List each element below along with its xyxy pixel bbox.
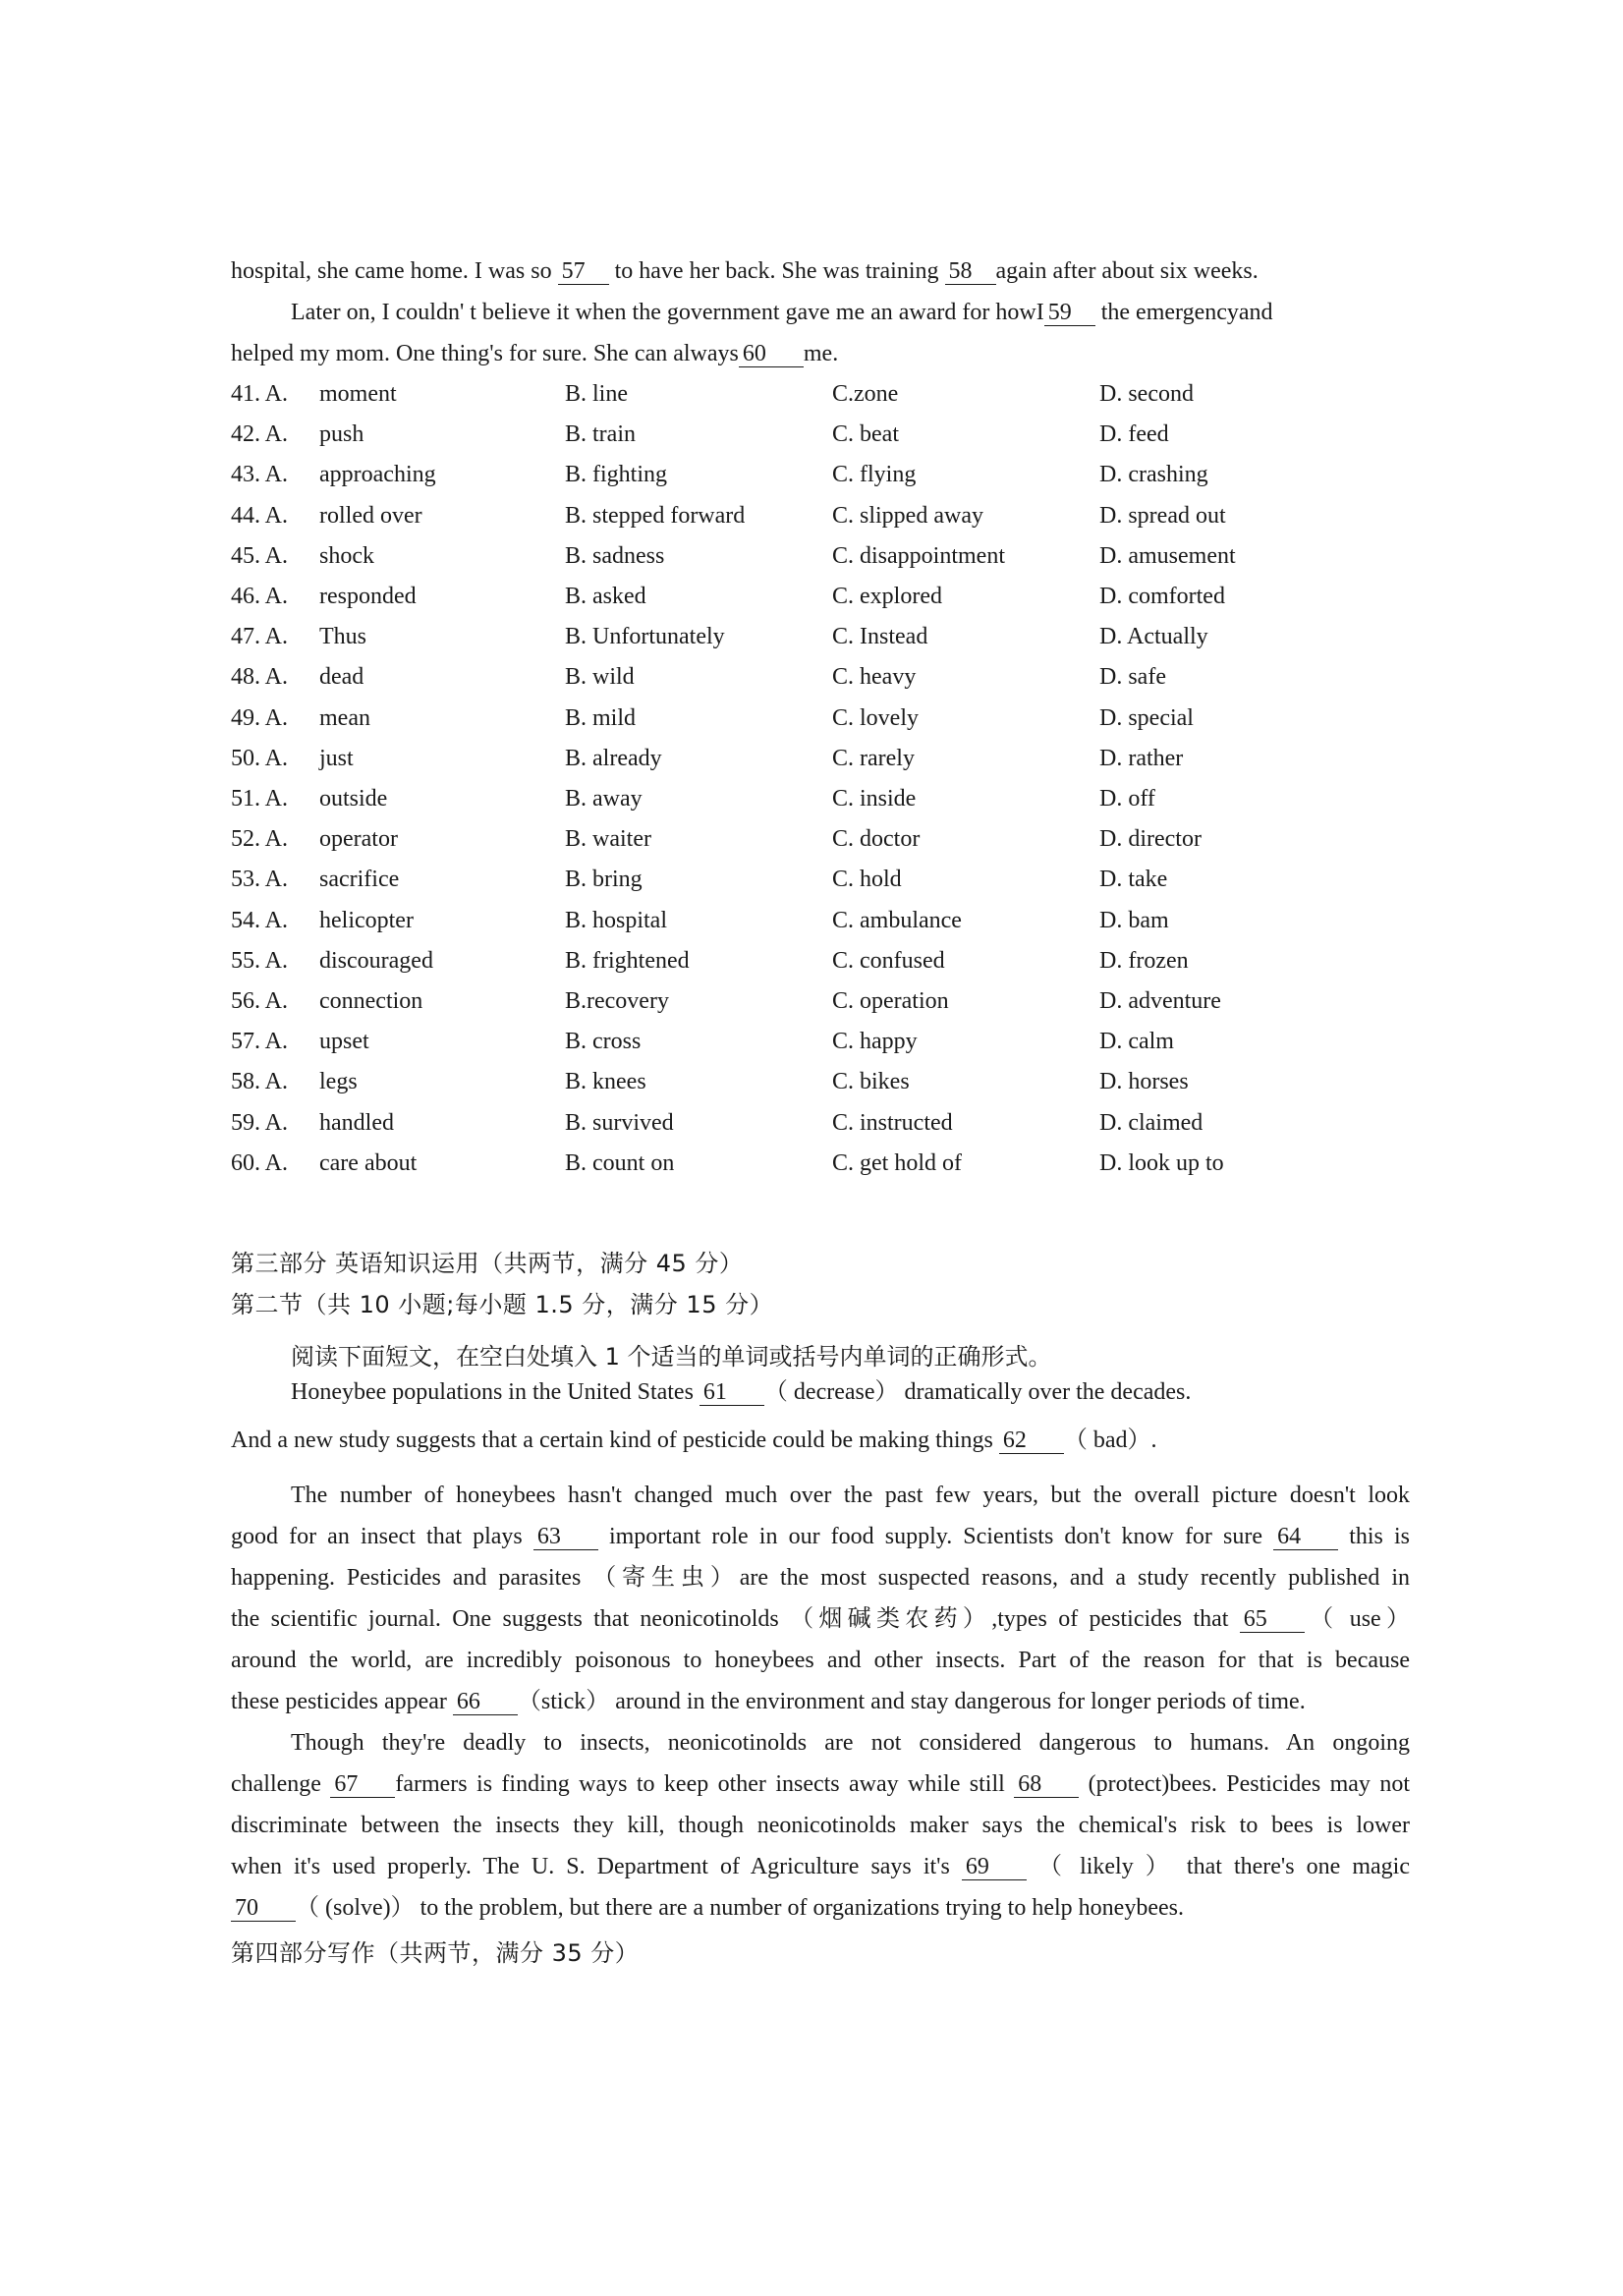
option-c[interactable]: C. bikes [832,1069,910,1095]
option-a[interactable]: moment [319,381,397,407]
question-number: 41. A. [231,381,289,407]
text: the emergencyand [1094,300,1273,325]
passage-line [231,1475,1410,1516]
option-b[interactable]: B. asked [565,584,646,610]
option-d[interactable]: D. horses [1099,1069,1189,1095]
text: challenge [231,1771,331,1798]
option-b[interactable]: B. mild [565,704,637,731]
passage-line [231,1846,1410,1887]
option-b[interactable]: B. train [565,421,636,448]
text: hospital, she came home. I was so [231,258,558,284]
passage-line [231,1805,1410,1846]
answer-blank-58[interactable]: 58 [945,258,996,285]
answer-blank-60[interactable]: 60 [739,341,804,367]
option-d[interactable]: D. crashing [1099,462,1208,488]
option-row [231,981,1410,1022]
option-d[interactable]: D. spread out [1099,502,1226,529]
option-d[interactable]: D. amusement [1099,542,1236,569]
option-d[interactable]: D. second [1099,381,1194,407]
text: （ (solve)） to the problem, but there are a number of organizations trying to help honeybees. [296,1895,1184,1922]
text: （ use） [1304,1606,1410,1633]
text: The number of honeybees hasn't changed much over the past few years, but the overall picture doesn't look [291,1483,1410,1509]
option-b[interactable]: B. wild [565,664,635,691]
question-number: 57. A. [231,1029,289,1055]
option-a[interactable]: care about [319,1149,418,1176]
question-number: 45. A. [231,542,289,569]
option-row [231,819,1410,860]
option-a[interactable]: just [319,745,354,771]
option-a[interactable]: rolled over [319,502,422,529]
option-c[interactable]: C. operation [832,988,949,1015]
option-c[interactable]: C. inside [832,786,917,812]
option-a[interactable]: mean [319,704,370,731]
option-row [231,1022,1410,1062]
passage-line [231,1557,1410,1598]
text: farmers is finding ways to keep other insects away while still [395,1771,1015,1798]
passage-line [231,1764,1410,1805]
option-b[interactable]: B. stepped forward [565,502,746,529]
text: Later on, I couldn' t believe it when the government gave me an award for howI [291,300,1044,325]
option-row [231,374,1410,415]
option-a[interactable]: operator [319,826,398,853]
option-b[interactable]: B. frightened [565,947,690,974]
option-d[interactable]: D. safe [1099,664,1166,691]
option-c[interactable]: C. doctor [832,826,921,853]
option-a[interactable]: upset [319,1029,369,1055]
option-b[interactable]: B.recovery [565,988,669,1015]
option-b[interactable]: B. Unfortunately [565,624,725,650]
text: （ decrease） dramatically over the decades. [763,1379,1192,1406]
option-c[interactable]: C. hold [832,867,902,893]
text: important role in our food supply. Scientists don't know for sure [597,1524,1274,1550]
option-c[interactable]: C. slipped away [832,502,983,529]
option-d[interactable]: D. comforted [1099,584,1225,610]
text: （ likely ） that there's one magic [1026,1854,1410,1880]
text: this is [1338,1524,1411,1550]
option-d[interactable]: D. Actually [1099,624,1208,650]
passage-line [231,333,1410,374]
question-number: 55. A. [231,947,289,974]
option-b[interactable]: B. bring [565,867,643,893]
question-number: 44. A. [231,502,289,529]
option-c[interactable]: C. explored [832,584,942,610]
option-b[interactable]: B. away [565,786,643,812]
option-b[interactable]: B. count on [565,1149,675,1176]
option-row [231,1144,1410,1184]
question-number: 50. A. [231,745,289,771]
option-c[interactable]: C. confused [832,947,945,974]
passage-line [231,1722,1410,1764]
option-c[interactable]: C. instructed [832,1109,953,1136]
option-b[interactable]: B. sadness [565,542,665,569]
option-a[interactable]: approaching [319,462,436,488]
passage-line [231,1420,1410,1461]
option-d[interactable]: D. take [1099,867,1168,893]
text: around the world, are incredibly poisonous to honeybees and other insects. Part of the reason for that is because [231,1648,1410,1674]
option-row [231,657,1410,698]
question-number: 58. A. [231,1069,289,1095]
question-number: 54. A. [231,907,289,933]
question-number: 43. A. [231,462,289,488]
text: discriminate between the insects they kill, though neonicotinolds maker says the chemical's risk to bees is lower [231,1813,1410,1839]
question-number: 53. A. [231,867,289,893]
option-a[interactable]: handled [319,1109,394,1136]
option-a[interactable]: Thus [319,624,366,650]
part3-heading: 第三部分 英语知识运用（共两节，满分 45 分） [231,1250,744,1278]
option-b[interactable]: B. fighting [565,462,668,488]
option-row [231,577,1410,617]
question-number: 60. A. [231,1149,289,1176]
option-c[interactable]: C. ambulance [832,907,962,933]
option-b[interactable]: B. waiter [565,826,651,853]
option-d[interactable]: D. rather [1099,745,1184,771]
text: these pesticides appear [231,1689,453,1715]
text: Though they're deadly to insects, neonicotinolds are not considered dangerous to humans. An ongoing [291,1730,1410,1757]
option-d[interactable]: D. adventure [1099,988,1221,1015]
option-d[interactable]: D. calm [1099,1029,1174,1055]
option-d[interactable]: D. frozen [1099,947,1189,974]
option-c[interactable]: C. Instead [832,624,928,650]
option-a[interactable]: responded [319,584,417,610]
option-c[interactable]: C.zone [832,381,899,407]
section2-heading: 第二节（共 10 小题;每小题 1.5 分，满分 15 分） [231,1291,774,1319]
question-number: 59. A. [231,1109,289,1136]
option-a[interactable]: sacrifice [319,867,400,893]
option-row [231,739,1410,779]
passage-line [231,1598,1410,1640]
answer-blank-66[interactable]: 66 [453,1689,518,1715]
answer-blank-65[interactable]: 65 [1240,1606,1305,1633]
passage-line [231,292,1410,333]
option-row [231,536,1410,577]
option-b[interactable]: B. survived [565,1109,674,1136]
text: （stick） around in the environment and stay dangerous for longer periods of time. [517,1689,1306,1715]
option-a[interactable]: legs [319,1069,358,1095]
option-c[interactable]: C. get hold of [832,1149,962,1176]
question-number: 49. A. [231,704,289,731]
text: （ bad）. [1063,1428,1157,1454]
option-row [231,415,1410,455]
option-a[interactable]: dead [319,664,364,691]
option-row [231,617,1410,657]
answer-blank-69[interactable]: 69 [962,1854,1027,1880]
passage-line [231,1516,1410,1557]
option-d[interactable]: D. director [1099,826,1202,853]
option-row [231,1103,1410,1144]
answer-blank-70[interactable]: 70 [231,1895,296,1922]
passage-line [231,1374,1410,1410]
text: good for an insect that plays [231,1524,533,1550]
answer-blank-59[interactable]: 59 [1044,300,1095,326]
text: when it's used properly. The U. S. Department of Agriculture says it's [231,1854,962,1880]
part4-heading: 第四部分写作（共两节，满分 35 分） [231,1939,640,1968]
option-b[interactable]: B. line [565,381,628,407]
answer-blank-64[interactable]: 64 [1273,1524,1338,1550]
text: And a new study suggests that a certain kind of pesticide could be making things [231,1428,999,1454]
option-c[interactable]: C. flying [832,462,917,488]
answer-blank-63[interactable]: 63 [533,1524,598,1550]
instruction: 阅读下面短文，在空白处填入 1 个适当的单词或括号内单词的正确形式。 [291,1343,1052,1372]
question-number: 52. A. [231,826,289,853]
option-row [231,699,1410,739]
option-a[interactable]: shock [319,542,374,569]
option-row [231,941,1410,981]
question-number: 51. A. [231,786,289,812]
text: happening. Pesticides and parasites （寄生虫）are the most suspected reasons, and a study recently published in [231,1565,1410,1592]
passage-line [231,251,1410,292]
text: the scientific journal. One suggests that neonicotinolds （烟碱类农药）,types of pesticides that [231,1606,1240,1633]
answer-blank-67[interactable]: 67 [330,1771,395,1798]
option-d[interactable]: D. special [1099,704,1194,731]
text: again after about six weeks. [995,258,1259,284]
question-number: 48. A. [231,664,289,691]
passage-line [231,1681,1410,1722]
text: helped my mom. One thing's for sure. She can always [231,341,739,366]
option-d[interactable]: D. look up to [1099,1149,1224,1176]
question-number: 42. A. [231,421,289,448]
option-b[interactable]: B. cross [565,1029,642,1055]
option-d[interactable]: D. feed [1099,421,1169,448]
answer-blank-62[interactable]: 62 [999,1428,1064,1454]
passage-line [231,1887,1410,1929]
option-c[interactable]: C. lovely [832,704,919,731]
text: me. [803,341,839,366]
option-a[interactable]: discouraged [319,947,433,974]
option-a[interactable]: helicopter [319,907,414,933]
options-list [231,374,1410,1184]
option-row [231,901,1410,941]
option-row [231,1062,1410,1102]
option-row [231,860,1410,900]
paragraph-2 [231,1475,1410,1722]
option-d[interactable]: D. claimed [1099,1109,1203,1136]
answer-blank-68[interactable]: 68 [1014,1771,1079,1798]
option-d[interactable]: D. bam [1099,907,1169,933]
answer-blank-57[interactable]: 57 [558,258,609,285]
option-c[interactable]: C. disappointment [832,542,1005,569]
option-c[interactable]: C. heavy [832,664,917,691]
option-c[interactable]: C. beat [832,421,899,448]
paragraph-3 [231,1722,1410,1929]
option-a[interactable]: connection [319,988,423,1015]
option-b[interactable]: B. knees [565,1069,646,1095]
text: Honeybee populations in the United States [291,1379,700,1406]
option-a[interactable]: outside [319,786,388,812]
option-row [231,779,1410,819]
question-number: 46. A. [231,584,289,610]
answer-blank-61[interactable]: 61 [700,1379,764,1406]
exam-page [231,251,1410,1974]
option-b[interactable]: B. already [565,745,662,771]
option-a[interactable]: push [319,421,364,448]
question-number: 56. A. [231,988,289,1015]
option-c[interactable]: C. rarely [832,745,915,771]
passage-line [231,1640,1410,1681]
option-row [231,496,1410,536]
option-c[interactable]: C. happy [832,1029,918,1055]
text: to have her back. She was training [608,258,945,284]
question-number: 47. A. [231,624,289,650]
text: (protect)bees. Pesticides may not [1079,1771,1410,1798]
option-b[interactable]: B. hospital [565,907,668,933]
option-row [231,455,1410,495]
option-d[interactable]: D. off [1099,786,1155,812]
